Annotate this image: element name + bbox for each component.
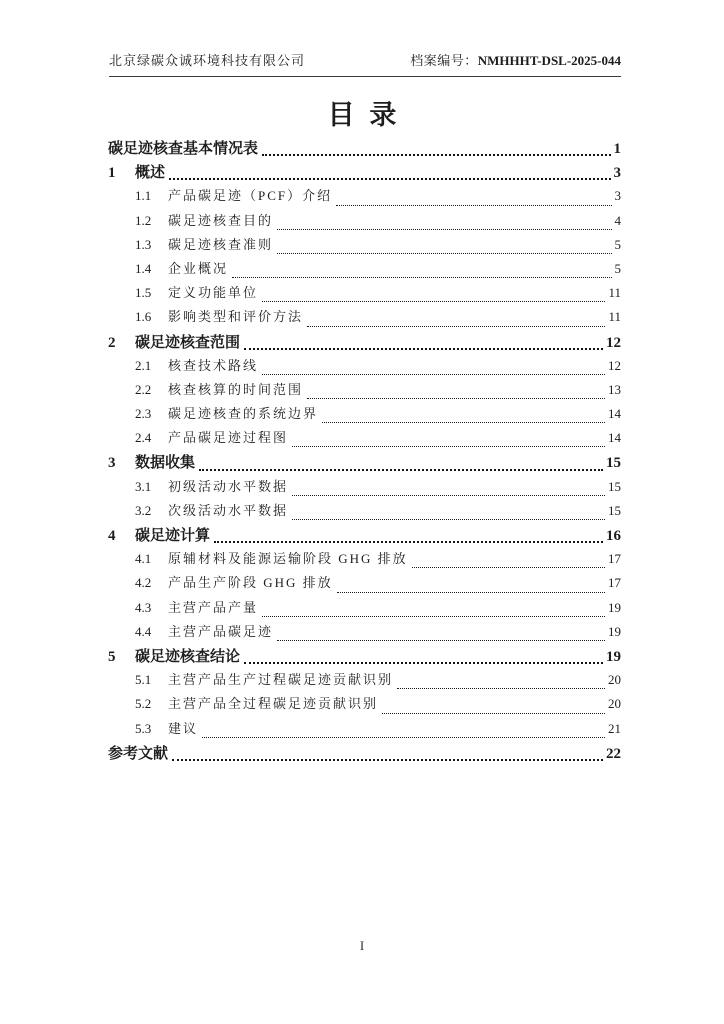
toc-entry[interactable]: [108, 258, 621, 282]
toc-entry-page: 15: [608, 478, 621, 494]
toc-entry-number: 2.2: [135, 381, 152, 397]
toc-entry-number: 1.2: [135, 212, 152, 228]
dot-leader: [244, 662, 603, 664]
toc-entry-number: 2.4: [135, 430, 152, 446]
toc-entry-page: 11: [608, 309, 621, 325]
toc-entry-label: 核查核算的时间范围: [168, 381, 304, 397]
toc-entry[interactable]: [108, 185, 621, 209]
toc-entry[interactable]: [108, 427, 621, 451]
toc-entry-page: 20: [608, 672, 621, 688]
toc-entry-label: 碳足迹核查目的: [168, 212, 274, 228]
toc-entry-label: 数据收集: [135, 455, 196, 472]
toc-entry-page: 17: [608, 551, 621, 567]
toc-entry-label: 定义功能单位: [168, 285, 259, 301]
toc-entry-label: 影响类型和评价方法: [168, 309, 304, 325]
dot-leader: [277, 640, 605, 641]
toc-entry-page: 13: [608, 381, 621, 397]
dot-leader: [199, 469, 603, 471]
toc-entry-label: 碳足迹核查基本情况表: [108, 141, 259, 157]
dot-leader: [292, 519, 605, 520]
toc-entry-number: 4.4: [135, 623, 152, 639]
toc-entry-number: 3: [108, 455, 116, 472]
toc-entry[interactable]: [108, 161, 621, 185]
dot-leader: [322, 422, 605, 423]
toc-entry-number: 2.3: [135, 406, 152, 422]
toc-entry[interactable]: [108, 403, 621, 427]
toc-entry[interactable]: [108, 379, 621, 403]
toc-entry-page: 22: [606, 745, 621, 762]
dot-leader: [397, 688, 605, 689]
toc-entry-page: 19: [608, 599, 621, 615]
toc-entry-label: 碳足迹核查范围: [135, 334, 241, 351]
toc-entry-number: 2: [108, 334, 116, 351]
toc-entry-page: 14: [608, 406, 621, 422]
toc-entry-label: 主营产品生产过程碳足迹贡献识别: [168, 672, 394, 688]
toc-entry-number: 3.2: [135, 502, 152, 518]
toc-entry-page: 5: [614, 236, 621, 252]
toc-entry[interactable]: [108, 500, 621, 524]
doc-number: [410, 50, 621, 69]
toc-entry[interactable]: [108, 451, 621, 475]
doc-number-label: 档案编号：: [410, 53, 478, 68]
toc-entry-label: 碳足迹核查结论: [135, 648, 241, 665]
toc-entry[interactable]: [108, 524, 621, 548]
dot-leader: [202, 737, 605, 738]
toc-entry-number: 1.3: [135, 236, 152, 252]
toc-entry-label: 产品碳足迹过程图: [168, 430, 289, 446]
toc-entry-page: 3: [613, 165, 621, 182]
toc-entry-label: 碳足迹计算: [135, 528, 211, 544]
toc-entry-number: 5.3: [135, 720, 152, 736]
toc-entry-page: 5: [614, 260, 621, 276]
toc-entry-page: 15: [608, 502, 621, 518]
dot-leader: [307, 398, 605, 399]
toc-entry-page: 19: [606, 648, 621, 665]
dot-leader: [262, 154, 610, 156]
toc-entry-page: 17: [608, 575, 621, 591]
toc-entry[interactable]: [108, 669, 621, 693]
toc-entry-number: 1: [108, 165, 116, 182]
dot-leader: [292, 446, 605, 447]
toc-entry-label: 企业概况: [168, 260, 229, 276]
toc-entry-number: 1.5: [135, 285, 152, 301]
dot-leader: [277, 253, 611, 254]
toc-entry-page: 1: [613, 141, 621, 157]
dot-leader: [244, 348, 603, 350]
dot-leader: [292, 495, 605, 496]
dot-leader: [412, 567, 605, 568]
dot-leader: [169, 178, 610, 180]
toc-entry-label: 主营产品全过程碳足迹贡献识别: [168, 696, 379, 712]
toc-entry-page: 14: [608, 430, 621, 446]
dot-leader: [262, 301, 605, 302]
dot-leader: [232, 277, 611, 278]
toc-entry-number: 5.2: [135, 696, 152, 712]
toc-entry-number: 3.1: [135, 478, 152, 494]
toc-entry-label: 主营产品产量: [168, 599, 259, 615]
dot-leader: [172, 759, 603, 761]
toc-entry-number: 5.1: [135, 672, 152, 688]
dot-leader: [336, 205, 611, 206]
toc-entry-page: 21: [608, 720, 621, 736]
toc-entry-page: 12: [606, 334, 621, 351]
toc-entry[interactable]: [108, 476, 621, 500]
toc-entry-page: 4: [614, 212, 621, 228]
footer-page-number: I: [359, 938, 365, 953]
toc-entry[interactable]: [108, 234, 621, 258]
toc-entry-number: 1.4: [135, 260, 152, 276]
toc-entry-label: 建议: [168, 720, 199, 736]
toc-entry-label: 核查技术路线: [168, 357, 259, 373]
toc-entry-label: 产品生产阶段 GHG 排放: [168, 575, 333, 591]
toc-entry[interactable]: [108, 137, 621, 161]
toc-entry-number: 1.6: [135, 309, 152, 325]
toc-entry-label: 原辅材料及能源运输阶段 GHG 排放: [168, 551, 408, 567]
toc-entry[interactable]: [108, 210, 621, 234]
dot-leader: [262, 616, 605, 617]
toc-entry[interactable]: [108, 306, 621, 330]
toc-entry-page: 12: [608, 357, 621, 373]
toc-entry-label: 初级活动水平数据: [168, 478, 289, 494]
toc-entry-label: 参考文献: [108, 745, 169, 762]
toc-entry-page: 19: [608, 623, 621, 639]
toc-entry[interactable]: [108, 693, 621, 717]
toc-entry[interactable]: [108, 718, 621, 742]
page-title: 目 录: [327, 100, 397, 130]
toc-entry-page: 15: [606, 455, 621, 472]
doc-number-value: NMHHHT-DSL-2025-044: [477, 53, 621, 68]
toc-entry[interactable]: [108, 621, 621, 645]
dot-leader: [337, 592, 605, 593]
toc-entry-label: 碳足迹核查准则: [168, 236, 274, 252]
toc-entry[interactable]: [108, 355, 621, 379]
toc-entry-number: 4.3: [135, 599, 152, 615]
toc-entry-number: 4.2: [135, 575, 152, 591]
dot-leader: [262, 374, 605, 375]
toc-entry-number: 4: [108, 528, 116, 544]
toc-entry-number: 5: [108, 648, 116, 665]
page-footer: [0, 938, 724, 954]
dot-leader: [307, 326, 605, 327]
toc-entry-page: 11: [608, 285, 621, 301]
dot-leader: [214, 541, 603, 543]
toc-entry-page: 20: [608, 696, 621, 712]
toc-entry-label: 概述: [135, 165, 166, 182]
toc-entry[interactable]: [108, 331, 621, 355]
toc-entry-page: 3: [614, 188, 621, 204]
toc-entry[interactable]: [108, 645, 621, 669]
toc-entry-number: 1.1: [135, 188, 152, 204]
toc-entry-number: 2.1: [135, 357, 152, 373]
toc-entry[interactable]: [108, 282, 621, 306]
toc-entry[interactable]: [108, 548, 621, 572]
toc-entry[interactable]: [108, 597, 621, 621]
company-name: 北京绿碳众诚环境科技有限公司: [109, 53, 306, 68]
toc-entry-label: 碳足迹核查的系统边界: [168, 406, 319, 422]
toc-entry-label: 产品碳足迹（PCF）介绍: [168, 188, 333, 204]
toc-entry-label: 次级活动水平数据: [168, 502, 289, 518]
page-header: [109, 50, 621, 77]
dot-leader: [382, 713, 605, 714]
dot-leader: [277, 229, 611, 230]
toc-entry-number: 4.1: [135, 551, 152, 567]
toc-entry[interactable]: [108, 742, 621, 766]
table-of-contents: [108, 137, 621, 766]
toc-entry-page: 16: [606, 528, 621, 544]
toc-entry-label: 主营产品碳足迹: [168, 623, 274, 639]
toc-entry[interactable]: [108, 572, 621, 596]
